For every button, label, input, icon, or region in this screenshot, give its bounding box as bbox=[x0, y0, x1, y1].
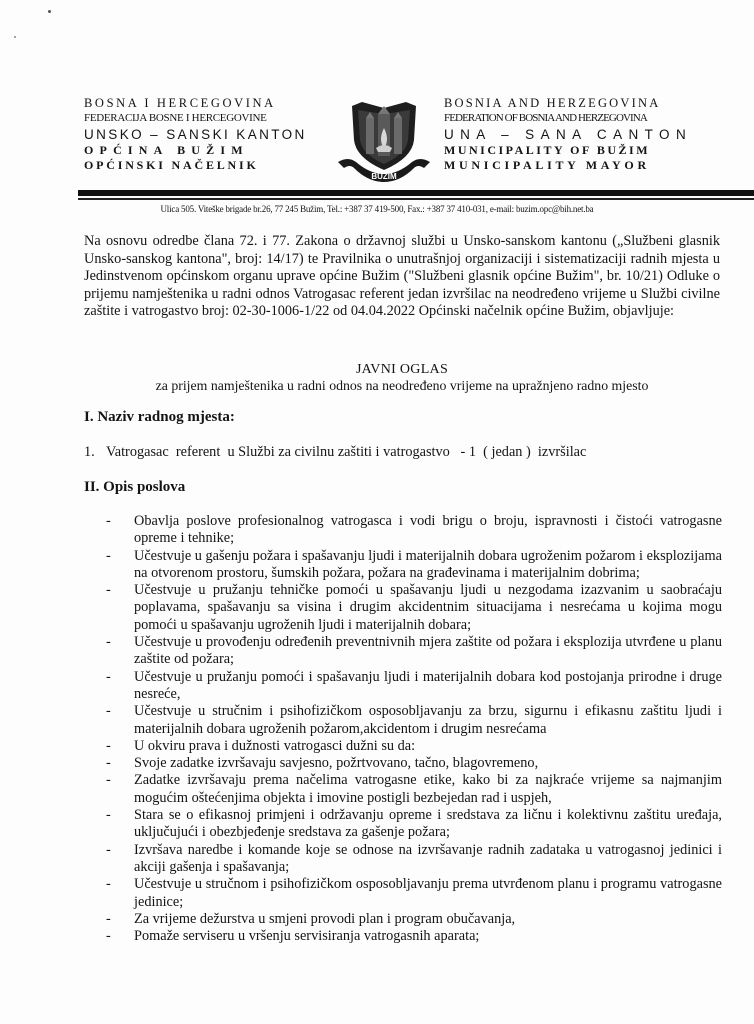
bullet-dash-icon: - bbox=[106, 582, 111, 599]
duty-text: Zadatke izvršavaju prema načelima vatrogasne etike, kako bi za najkraće vrijeme sa najmanjim mogućim oštećenjima objekta i imovine postigli bezbejedan rad i uspjeh, bbox=[134, 772, 722, 806]
bullet-dash-icon: - bbox=[106, 876, 111, 893]
position-item bbox=[84, 444, 586, 461]
duty-list-item bbox=[100, 928, 722, 945]
duty-text: Svoje zadatke izvršavaju savjesno, požrtvovano, tačno, blagovremeno, bbox=[134, 755, 539, 772]
duty-text: Učestvuje u gašenju požara i spašavanju ljudi i materijalnih dobara ugroženim požarom i eksplozijama na otvorenom prostoru, šumskih požara, požara na građevinama i materijalnim dobrima; bbox=[134, 547, 722, 581]
duty-list-item bbox=[100, 634, 722, 669]
duty-list-item bbox=[100, 807, 722, 842]
section-heading-position: I. Naziv radnog mjesta: bbox=[84, 409, 235, 425]
duty-list-item bbox=[100, 842, 722, 877]
federation-name-en: FEDERATION OF BOSNIA AND HERZEGOVINA bbox=[444, 112, 647, 124]
bullet-dash-icon: - bbox=[106, 547, 111, 564]
country-name-bs: BOSNA I HERCEGOVINA bbox=[84, 96, 276, 110]
duty-list-item bbox=[100, 582, 722, 634]
bullet-dash-icon: - bbox=[106, 910, 111, 927]
bullet-dash-icon: - bbox=[106, 513, 111, 529]
canton-name-bs: UNSKO – SANSKI KANTON bbox=[84, 127, 307, 142]
duty-list-item bbox=[100, 513, 722, 548]
header-divider-thin bbox=[78, 198, 754, 200]
duty-list-item bbox=[100, 755, 722, 772]
duty-text: Za vrijeme dežurstva u smjeni provodi plan i program obučavanja, bbox=[134, 910, 516, 927]
bullet-dash-icon: - bbox=[106, 807, 111, 824]
municipality-name-en: MUNICIPALITY OF BUŽIM bbox=[444, 143, 651, 157]
federation-name-bs: FEDERACIJA BOSNE I HERCEGOVINE bbox=[84, 112, 267, 124]
bullet-dash-icon: - bbox=[106, 737, 111, 754]
duty-list-item bbox=[100, 772, 722, 807]
bullet-dash-icon: - bbox=[106, 772, 111, 789]
duty-list-item bbox=[100, 876, 722, 911]
crest-banner-text: BUŽIM bbox=[371, 172, 397, 181]
duty-list-item bbox=[100, 738, 722, 755]
bullet-dash-icon: - bbox=[106, 755, 111, 772]
duty-text: Učestvuje u provođenju određenih preventnivnih mjera zaštite od požara i eksplozija utvrđene u planu zaštite od požara; bbox=[134, 634, 722, 668]
duty-list-item bbox=[100, 911, 722, 928]
duty-text: Obavlja poslove profesionalnog vatrogasca i vodi brigu o broju, ispravnosti i čistoći vatrogasne opreme i tehnike; bbox=[134, 513, 722, 547]
duty-list-item bbox=[100, 548, 722, 583]
header-divider-thick bbox=[78, 190, 754, 196]
duty-text: Učestvuje u pružanju tehničke pomoći u spašavanju ljudi u nezgodama izazvanim u saobraćaju poplavama, spašavanju sa visina i drugim akcidentnim situacijama i nesrećama u kojima mogu pomoći u spašavanju ugroženih ljudi i materijalnih dobara; bbox=[134, 582, 722, 633]
letterhead-english bbox=[444, 96, 694, 173]
scan-speck bbox=[48, 10, 51, 13]
coat-of-arms-icon bbox=[334, 96, 434, 184]
duty-text: Stara se o efikasnoj primjeni i održavanju opreme i sredstava za ličnu i kolektivnu zaštitu uređaja, uključujući i obezbjeđenje sredstava za gašenje požara; bbox=[134, 807, 722, 841]
bullet-dash-icon: - bbox=[106, 841, 111, 858]
duty-list-item bbox=[100, 669, 722, 704]
letterhead bbox=[84, 96, 693, 186]
bullet-dash-icon: - bbox=[106, 928, 111, 945]
country-name-en: BOSNIA AND HERZEGOVINA bbox=[444, 96, 661, 110]
duty-text: U okviru prava i dužnosti vatrogasci dužni su da: bbox=[134, 737, 416, 754]
bullet-dash-icon: - bbox=[106, 703, 111, 720]
duty-text: Pomaže serviseru u vršenju servisiranja vatrogasnih aparata; bbox=[134, 928, 480, 945]
position-item-number: 1. bbox=[84, 444, 95, 460]
bullet-dash-icon: - bbox=[106, 634, 111, 651]
bullet-dash-icon: - bbox=[106, 668, 111, 685]
duty-text: Učestvuje u stručnom i psihofizičkom osposobljavanju prema utvrđenom planu i programu vatrogasne jedinice; bbox=[134, 876, 722, 910]
letterhead-bosnian bbox=[84, 96, 314, 173]
position-item-text: Vatrogasac referent u Službi za civilnu zaštiti i vatrogastvo - 1 ( jedan ) izvršilac bbox=[106, 444, 587, 460]
section-heading-duties: II. Opis poslova bbox=[84, 479, 186, 495]
duty-text: Izvršava naredbe i komande koje se odnose na izvršavanje radnih zadataka u vatrogasnoj jedinici i akciji gašenja i spašavanja; bbox=[134, 841, 722, 875]
office-name-en: MUNICIPALITY MAYOR bbox=[444, 158, 650, 172]
contact-address: Ulica 505. Viteške brigade br.26, 77 245 Bužim, Tel.: +387 37 419-500, Fax.: +387 37 410-031, e-mail: buzim.opc@bih.net.ba bbox=[160, 204, 594, 214]
duty-text: Učestvuje u stručnim i psihofizičkom osposobljavanju za brzu, sigurnu i efikasnu zaštitu ljudi i materijalnih dobara ugroženih požarom,akcidentom i drugim nesrećama bbox=[134, 703, 722, 737]
duty-text: Učestvuje u pružanju pomoći i spašavanju ljudi i materijalnih dobara kod postojanja prirodne i druge nesreće, bbox=[134, 668, 722, 702]
legal-basis-paragraph: Na osnovu odredbe člana 72. i 77. Zakona o državnoj službi u Unsko-sanskom kantonu („Službeni glasnik Unsko-sanskog kantona", broj: 14/17) te Pravilnika o unutrašnjoj organizaciji i sistematizaciji radnih mjesta u Jedinstvenom općinskom organu uprave općine Bužim ("Službeni glasnik općine Bužim", br. 10/21) Odluke o prijemu namještenika u radni odnos Vatrogasac referent jedan izvršilac na neodređeno vrijeme u Službi civilne zaštite i vatrogastvo broj: 02-30-1006-1/22 od 04.04.2022 Općinski načelnik općine Bužim, objavljuje: bbox=[84, 233, 720, 320]
canton-name-en: UNA – SANA CANTON bbox=[444, 127, 693, 142]
duty-list-item bbox=[100, 703, 722, 738]
scan-speck bbox=[14, 36, 16, 38]
duties-list bbox=[100, 513, 722, 945]
announcement-title: JAVNI OGLAS bbox=[355, 362, 449, 377]
municipality-name-bs: OPĆINA BUŽIM bbox=[84, 143, 249, 157]
announcement-subtitle: za prijem namještenika u radni odnos na neodređeno vrijeme na upražnjeno radno mjesto bbox=[155, 378, 649, 393]
office-name-bs: OPĆINSKI NAČELNIK bbox=[84, 158, 259, 172]
